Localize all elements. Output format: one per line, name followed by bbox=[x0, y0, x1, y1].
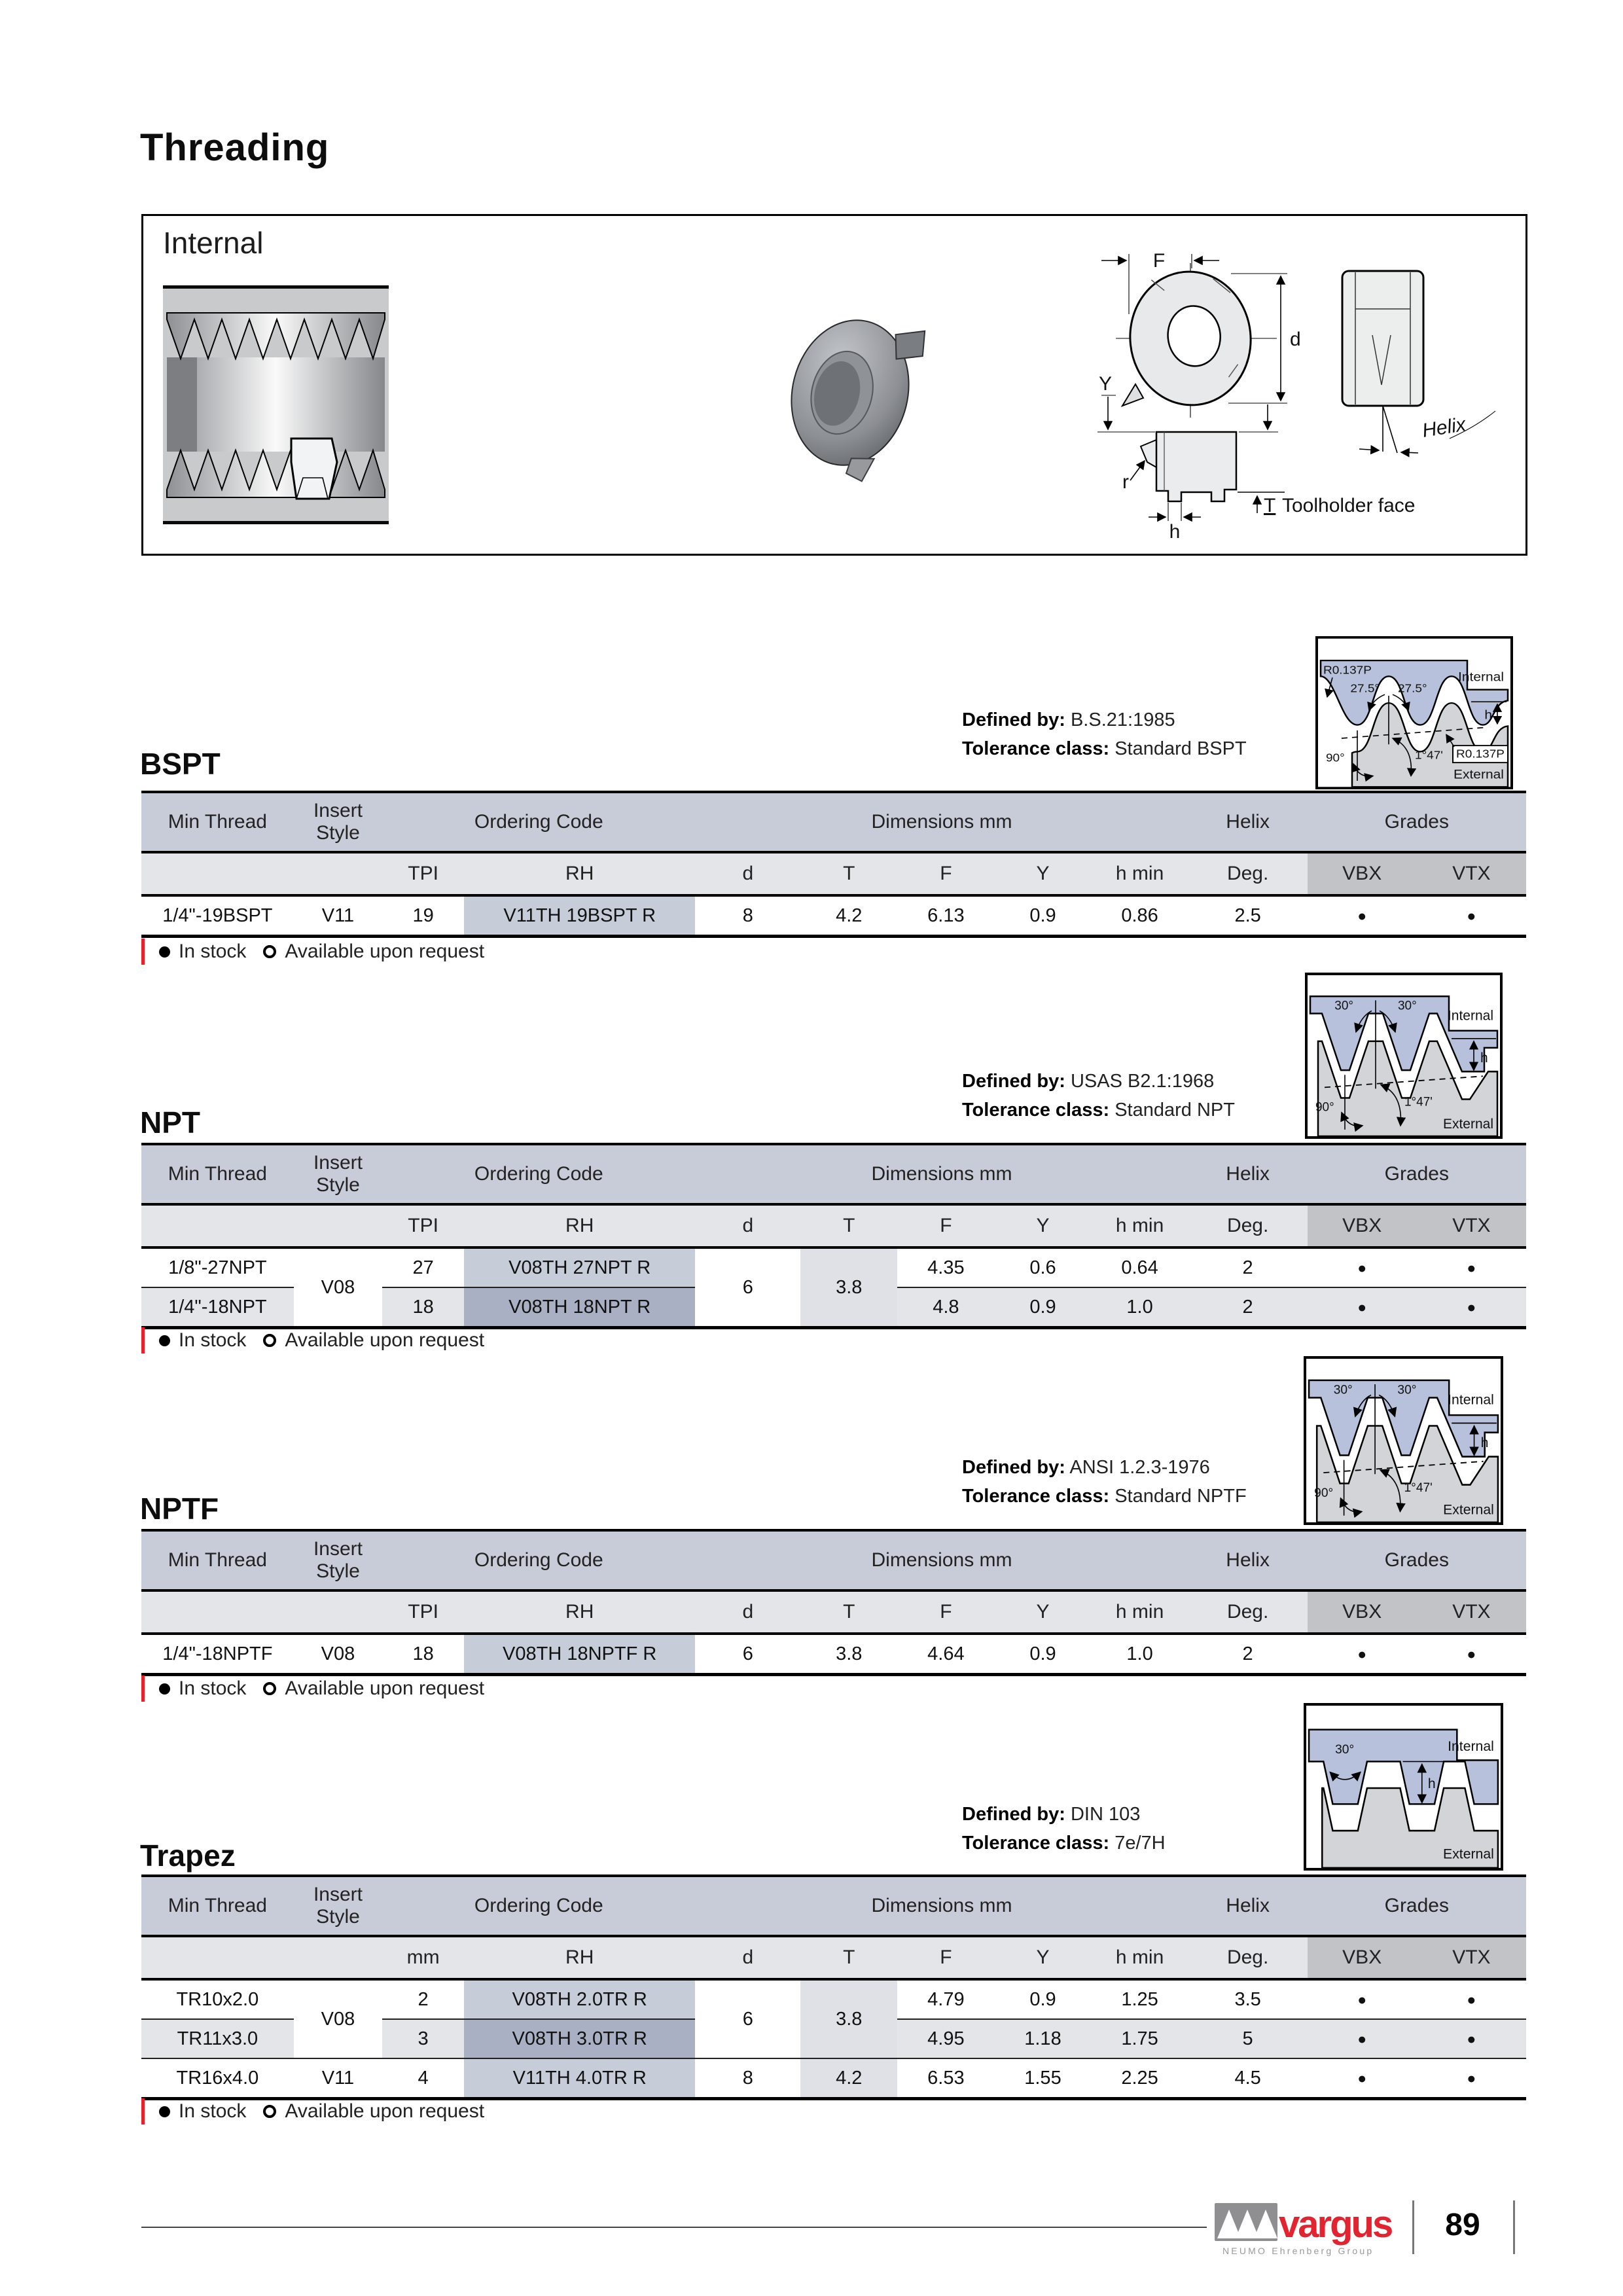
angle-label: 30° bbox=[1335, 1743, 1355, 1757]
cell-min_thread: 1/4"-18NPT bbox=[141, 1287, 294, 1328]
dim-label-d: d bbox=[1290, 329, 1301, 350]
cell-y: 1.18 bbox=[994, 2019, 1091, 2058]
column-group-header: Helix bbox=[1188, 792, 1308, 852]
section-heading-nptf: NPTF bbox=[140, 1492, 219, 1526]
column-header: Deg. bbox=[1188, 1936, 1308, 1979]
tolerance-value: Standard NPT bbox=[1115, 1100, 1235, 1121]
cell-f: 4.8 bbox=[897, 1287, 994, 1328]
cell-vbx: ● bbox=[1308, 895, 1417, 937]
cell-h_min: 0.64 bbox=[1092, 1247, 1188, 1287]
column-group-header: Helix bbox=[1188, 1530, 1308, 1590]
cell-rh: V08TH 18NPT R bbox=[464, 1287, 695, 1328]
nptf-standard-info bbox=[962, 1453, 1247, 1511]
cell-rh: V08TH 3.0TR R bbox=[464, 2019, 695, 2058]
page-title: Threading bbox=[140, 126, 330, 169]
h-label: h bbox=[1427, 1775, 1436, 1792]
cell-insert_style: V08 bbox=[294, 1979, 382, 2058]
in-stock-dot-icon bbox=[159, 946, 170, 958]
legend-red-bar bbox=[141, 2098, 145, 2125]
column-header bbox=[141, 1936, 294, 1979]
cell-y: 0.9 bbox=[994, 1634, 1091, 1675]
h-label: h bbox=[1484, 708, 1492, 723]
column-header: mm bbox=[382, 1936, 464, 1979]
cell-vbx: ● bbox=[1308, 1247, 1417, 1287]
nptf-thread-profile-diagram bbox=[1304, 1356, 1503, 1525]
cell-deg: 2 bbox=[1188, 1247, 1308, 1287]
cell-h_min: 1.0 bbox=[1092, 1634, 1188, 1675]
dim-label-f: F bbox=[1152, 250, 1166, 272]
cell-h_min: 1.25 bbox=[1092, 1979, 1188, 2019]
cell-vtx: ● bbox=[1417, 2058, 1526, 2099]
column-group-header: Dimensions mm bbox=[695, 792, 1188, 852]
column-header bbox=[141, 852, 294, 895]
in-stock-dot-icon bbox=[159, 1335, 170, 1346]
column-header: F bbox=[897, 1590, 994, 1634]
column-header: d bbox=[695, 1590, 800, 1634]
internal-label: Internal bbox=[1457, 670, 1504, 685]
cell-vtx: ● bbox=[1417, 1287, 1526, 1328]
defined-by-value: DIN 103 bbox=[1070, 1804, 1141, 1825]
table-row bbox=[141, 1634, 1526, 1675]
in-stock-label: In stock bbox=[179, 2100, 247, 2122]
bspt-thread-profile-diagram bbox=[1315, 636, 1513, 789]
cell-vbx: ● bbox=[1308, 2058, 1417, 2099]
column-group-header: Insert Style bbox=[294, 1530, 382, 1590]
defined-by-label: Defined by: bbox=[962, 709, 1065, 730]
cell-f: 4.35 bbox=[897, 1247, 994, 1287]
stock-legend bbox=[141, 939, 484, 965]
column-header: RH bbox=[464, 852, 695, 895]
column-header: h min bbox=[1092, 852, 1188, 895]
column-header: h min bbox=[1092, 1590, 1188, 1634]
defined-by-label: Defined by: bbox=[962, 1071, 1065, 1092]
tolerance-value: Standard NPTF bbox=[1115, 1486, 1247, 1507]
cell-vtx: ● bbox=[1417, 895, 1526, 937]
in-stock-label: In stock bbox=[179, 1677, 247, 1699]
column-header: VTX bbox=[1417, 852, 1526, 895]
internal-label: Internal bbox=[1447, 1008, 1493, 1024]
column-header: VTX bbox=[1417, 1204, 1526, 1247]
cell-min_thread: TR11x3.0 bbox=[141, 2019, 294, 2058]
cell-d: 6 bbox=[695, 1247, 800, 1328]
table-row bbox=[141, 1979, 1526, 2019]
nptf-table bbox=[141, 1529, 1526, 1676]
column-group-header: Min Thread bbox=[141, 1530, 294, 1590]
column-header: VTX bbox=[1417, 1590, 1526, 1634]
column-header: F bbox=[897, 1936, 994, 1979]
cell-vtx: ● bbox=[1417, 2019, 1526, 2058]
vargus-logo bbox=[1213, 2198, 1416, 2258]
cell-vbx: ● bbox=[1308, 2019, 1417, 2058]
column-header: TPI bbox=[382, 852, 464, 895]
column-group-header: Grades bbox=[1308, 1530, 1526, 1590]
cell-d: 8 bbox=[695, 895, 800, 937]
column-header: TPI bbox=[382, 1590, 464, 1634]
column-header: Deg. bbox=[1188, 1590, 1308, 1634]
column-group-header: Ordering Code bbox=[382, 1144, 695, 1204]
angle-147-label: 1°47' bbox=[1404, 1480, 1433, 1495]
defined-by-value: USAS B2.1:1968 bbox=[1070, 1071, 1215, 1092]
angle-label: 30° bbox=[1398, 999, 1417, 1013]
cell-min_thread: 1/8"-27NPT bbox=[141, 1247, 294, 1287]
cell-insert_style: V08 bbox=[294, 1247, 382, 1328]
bspt-standard-info bbox=[962, 706, 1247, 763]
cell-deg: 2.5 bbox=[1188, 895, 1308, 937]
internal-box-label: Internal bbox=[163, 226, 264, 260]
internal-overview-box bbox=[141, 214, 1527, 556]
bspt-table bbox=[141, 791, 1526, 938]
table-row bbox=[141, 895, 1526, 937]
cell-y: 0.9 bbox=[994, 895, 1091, 937]
cell-y: 0.9 bbox=[994, 1979, 1091, 2019]
column-header: Y bbox=[994, 1204, 1091, 1247]
column-group-header: Grades bbox=[1308, 1144, 1526, 1204]
column-header: VBX bbox=[1308, 1204, 1417, 1247]
cell-f: 4.95 bbox=[897, 2019, 994, 2058]
column-group-header: Dimensions mm bbox=[695, 1530, 1188, 1590]
section-heading-npt: NPT bbox=[140, 1105, 200, 1139]
in-stock-label: In stock bbox=[179, 1329, 247, 1351]
available-label: Available upon request bbox=[285, 2100, 485, 2122]
footer-rule bbox=[141, 2227, 1207, 2228]
tolerance-label: Tolerance class: bbox=[962, 738, 1110, 759]
dim-label-y: Y bbox=[1099, 373, 1113, 395]
column-group-header: Grades bbox=[1308, 1876, 1526, 1936]
trapez-standard-info bbox=[962, 1800, 1166, 1857]
footer-divider bbox=[1412, 2200, 1414, 2254]
available-label: Available upon request bbox=[285, 1677, 485, 1699]
radius-label: R0.137P bbox=[1323, 663, 1372, 677]
column-header: Deg. bbox=[1188, 1204, 1308, 1247]
cell-vtx: ● bbox=[1417, 1979, 1526, 2019]
cell-rh: V08TH 27NPT R bbox=[464, 1247, 695, 1287]
cell-y: 1.55 bbox=[994, 2058, 1091, 2099]
cell-f: 6.13 bbox=[897, 895, 994, 937]
stock-legend bbox=[141, 2098, 484, 2125]
angle-label: 30° bbox=[1333, 1383, 1353, 1397]
cell-deg: 2 bbox=[1188, 1287, 1308, 1328]
cell-d: 6 bbox=[695, 1979, 800, 2058]
column-header: VBX bbox=[1308, 852, 1417, 895]
cell-rh: V11TH 19BSPT R bbox=[464, 895, 695, 937]
column-header bbox=[141, 1590, 294, 1634]
cell-min_thread: 1/4"-18NPTF bbox=[141, 1634, 294, 1675]
toolholder-face-label: Toolholder face bbox=[1282, 495, 1416, 516]
cell-h_min: 1.0 bbox=[1092, 1287, 1188, 1328]
thread-cross-section-illustration bbox=[163, 281, 389, 529]
cell-unit: 27 bbox=[382, 1247, 464, 1287]
column-header: d bbox=[695, 852, 800, 895]
column-header: VTX bbox=[1417, 1936, 1526, 1979]
cell-vbx: ● bbox=[1308, 1979, 1417, 2019]
column-header: RH bbox=[464, 1590, 695, 1634]
stock-legend bbox=[141, 1327, 484, 1354]
h-label: h bbox=[1480, 1050, 1488, 1066]
cell-h_min: 0.86 bbox=[1092, 895, 1188, 937]
legend-red-bar bbox=[141, 1327, 145, 1354]
column-header: F bbox=[897, 1204, 994, 1247]
cell-d: 6 bbox=[695, 1634, 800, 1675]
available-dot-icon bbox=[263, 2105, 276, 2118]
angle-label: 27.5° bbox=[1350, 681, 1380, 695]
cell-min_thread: 1/4"-19BSPT bbox=[141, 895, 294, 937]
legend-red-bar bbox=[141, 1676, 145, 1702]
available-dot-icon bbox=[263, 1682, 276, 1695]
available-label: Available upon request bbox=[285, 941, 485, 962]
column-header: d bbox=[695, 1936, 800, 1979]
brand-name: vargus bbox=[1279, 2203, 1392, 2246]
in-stock-dot-icon bbox=[159, 2106, 170, 2117]
tolerance-value: 7e/7H bbox=[1115, 1833, 1166, 1854]
in-stock-label: In stock bbox=[179, 941, 247, 962]
external-label: External bbox=[1454, 767, 1504, 782]
in-stock-dot-icon bbox=[159, 1683, 170, 1695]
tolerance-value: Standard BSPT bbox=[1115, 738, 1247, 759]
cell-f: 4.64 bbox=[897, 1634, 994, 1675]
column-header bbox=[141, 1204, 294, 1247]
stock-legend bbox=[141, 1676, 484, 1702]
tolerance-label: Tolerance class: bbox=[962, 1833, 1110, 1854]
column-header: VBX bbox=[1308, 1590, 1417, 1634]
internal-label: Internal bbox=[1448, 1391, 1494, 1408]
column-header: h min bbox=[1092, 1204, 1188, 1247]
defined-by-label: Defined by: bbox=[962, 1804, 1065, 1825]
column-group-header: Ordering Code bbox=[382, 792, 695, 852]
radius-label: R0.137P bbox=[1456, 747, 1505, 761]
cell-y: 0.6 bbox=[994, 1247, 1091, 1287]
column-group-header: Min Thread bbox=[141, 792, 294, 852]
tolerance-label: Tolerance class: bbox=[962, 1100, 1110, 1121]
cell-deg: 3.5 bbox=[1188, 1979, 1308, 2019]
cell-vbx: ● bbox=[1308, 1634, 1417, 1675]
column-group-header: Insert Style bbox=[294, 1876, 382, 1936]
table-row bbox=[141, 1247, 1526, 1287]
dim-label-h: h bbox=[1169, 521, 1181, 543]
threading-insert-photo bbox=[752, 291, 948, 495]
column-header: T bbox=[800, 1590, 897, 1634]
column-header: TPI bbox=[382, 1204, 464, 1247]
trapez-table bbox=[141, 1874, 1526, 2100]
internal-label: Internal bbox=[1448, 1738, 1494, 1755]
cell-f: 4.79 bbox=[897, 1979, 994, 2019]
page-number: 89 bbox=[1445, 2208, 1480, 2242]
angle-label: 30° bbox=[1334, 999, 1353, 1013]
cell-vbx: ● bbox=[1308, 1287, 1417, 1328]
cell-rh: V08TH 2.0TR R bbox=[464, 1979, 695, 2019]
column-group-header: Helix bbox=[1188, 1876, 1308, 1936]
column-header bbox=[294, 1204, 382, 1247]
column-header: F bbox=[897, 852, 994, 895]
section-heading-trapez: Trapez bbox=[140, 1839, 236, 1873]
cell-deg: 5 bbox=[1188, 2019, 1308, 2058]
available-dot-icon bbox=[263, 1334, 276, 1347]
npt-thread-profile-diagram bbox=[1305, 973, 1503, 1139]
external-label: External bbox=[1443, 1846, 1494, 1862]
defined-by-label: Defined by: bbox=[962, 1457, 1065, 1478]
cell-min_thread: TR16x4.0 bbox=[141, 2058, 294, 2099]
cell-vtx: ● bbox=[1417, 1634, 1526, 1675]
column-header: Y bbox=[994, 1590, 1091, 1634]
cell-y: 0.9 bbox=[994, 1287, 1091, 1328]
cell-t: 4.2 bbox=[800, 2058, 897, 2099]
cell-rh: V08TH 18NPTF R bbox=[464, 1634, 695, 1675]
available-label: Available upon request bbox=[285, 1329, 485, 1351]
cell-t: 3.8 bbox=[800, 1979, 897, 2058]
column-group-header: Ordering Code bbox=[382, 1530, 695, 1590]
cell-unit: 19 bbox=[382, 895, 464, 937]
cell-unit: 4 bbox=[382, 2058, 464, 2099]
column-group-header: Min Thread bbox=[141, 1144, 294, 1204]
dim-label-helix: Helix bbox=[1420, 413, 1467, 442]
cell-rh: V11TH 4.0TR R bbox=[464, 2058, 695, 2099]
cell-insert_style: V11 bbox=[294, 2058, 382, 2099]
column-group-header: Insert Style bbox=[294, 1144, 382, 1204]
cell-unit: 2 bbox=[382, 1979, 464, 2019]
column-header: RH bbox=[464, 1936, 695, 1979]
cell-d: 8 bbox=[695, 2058, 800, 2099]
h-label: h bbox=[1480, 1435, 1489, 1451]
column-group-header: Helix bbox=[1188, 1144, 1308, 1204]
angle-147-label: 1°47' bbox=[1415, 748, 1443, 762]
tolerance-label: Tolerance class: bbox=[962, 1486, 1110, 1507]
cell-t: 4.2 bbox=[800, 895, 897, 937]
cell-t: 3.8 bbox=[800, 1634, 897, 1675]
column-group-header: Min Thread bbox=[141, 1876, 294, 1936]
cell-vtx: ● bbox=[1417, 1247, 1526, 1287]
column-group-header: Dimensions mm bbox=[695, 1144, 1188, 1204]
insert-dimension-drawing bbox=[1060, 230, 1505, 543]
cell-t: 3.8 bbox=[800, 1247, 897, 1328]
available-dot-icon bbox=[263, 945, 276, 958]
column-header bbox=[294, 1590, 382, 1634]
column-header: Y bbox=[994, 1936, 1091, 1979]
cell-h_min: 2.25 bbox=[1092, 2058, 1188, 2099]
npt-table bbox=[141, 1143, 1526, 1329]
angle-label: 27.5° bbox=[1398, 681, 1427, 695]
column-header: T bbox=[800, 1936, 897, 1979]
column-header: T bbox=[800, 852, 897, 895]
cell-h_min: 1.75 bbox=[1092, 2019, 1188, 2058]
defined-by-value: ANSI 1.2.3-1976 bbox=[1069, 1457, 1210, 1478]
dim-label-r: r bbox=[1122, 471, 1129, 493]
column-header bbox=[294, 1936, 382, 1979]
angle-label: 30° bbox=[1397, 1383, 1417, 1397]
column-header: h min bbox=[1092, 1936, 1188, 1979]
dim-label-t: T bbox=[1264, 495, 1276, 516]
angle-90-label: 90° bbox=[1315, 1100, 1334, 1115]
npt-standard-info bbox=[962, 1067, 1235, 1124]
column-header bbox=[294, 852, 382, 895]
footer-divider bbox=[1513, 2200, 1515, 2254]
column-header: VBX bbox=[1308, 1936, 1417, 1979]
trapez-thread-profile-diagram bbox=[1304, 1703, 1503, 1871]
column-header: RH bbox=[464, 1204, 695, 1247]
cell-min_thread: TR10x2.0 bbox=[141, 1979, 294, 2019]
column-group-header: Grades bbox=[1308, 792, 1526, 852]
section-heading-bspt: BSPT bbox=[140, 747, 221, 781]
column-header: d bbox=[695, 1204, 800, 1247]
column-header: Y bbox=[994, 852, 1091, 895]
cell-deg: 2 bbox=[1188, 1634, 1308, 1675]
external-label: External bbox=[1442, 1116, 1493, 1132]
table-row bbox=[141, 2058, 1526, 2099]
cell-insert_style: V11 bbox=[294, 895, 382, 937]
column-group-header: Dimensions mm bbox=[695, 1876, 1188, 1936]
cell-deg: 4.5 bbox=[1188, 2058, 1308, 2099]
angle-147-label: 1°47' bbox=[1404, 1095, 1433, 1109]
cell-f: 6.53 bbox=[897, 2058, 994, 2099]
column-header: T bbox=[800, 1204, 897, 1247]
external-label: External bbox=[1443, 1501, 1494, 1518]
column-header: Deg. bbox=[1188, 852, 1308, 895]
defined-by-value: B.S.21:1985 bbox=[1070, 709, 1175, 730]
cell-unit: 3 bbox=[382, 2019, 464, 2058]
cell-insert_style: V08 bbox=[294, 1634, 382, 1675]
angle-90-label: 90° bbox=[1314, 1486, 1334, 1501]
brand-subtitle: NEUMO Ehrenberg Group bbox=[1222, 2246, 1374, 2256]
cell-unit: 18 bbox=[382, 1287, 464, 1328]
cell-unit: 18 bbox=[382, 1634, 464, 1675]
column-group-header: Ordering Code bbox=[382, 1876, 695, 1936]
legend-red-bar bbox=[141, 939, 145, 965]
angle-90-label: 90° bbox=[1326, 750, 1345, 764]
column-group-header: Insert Style bbox=[294, 792, 382, 852]
